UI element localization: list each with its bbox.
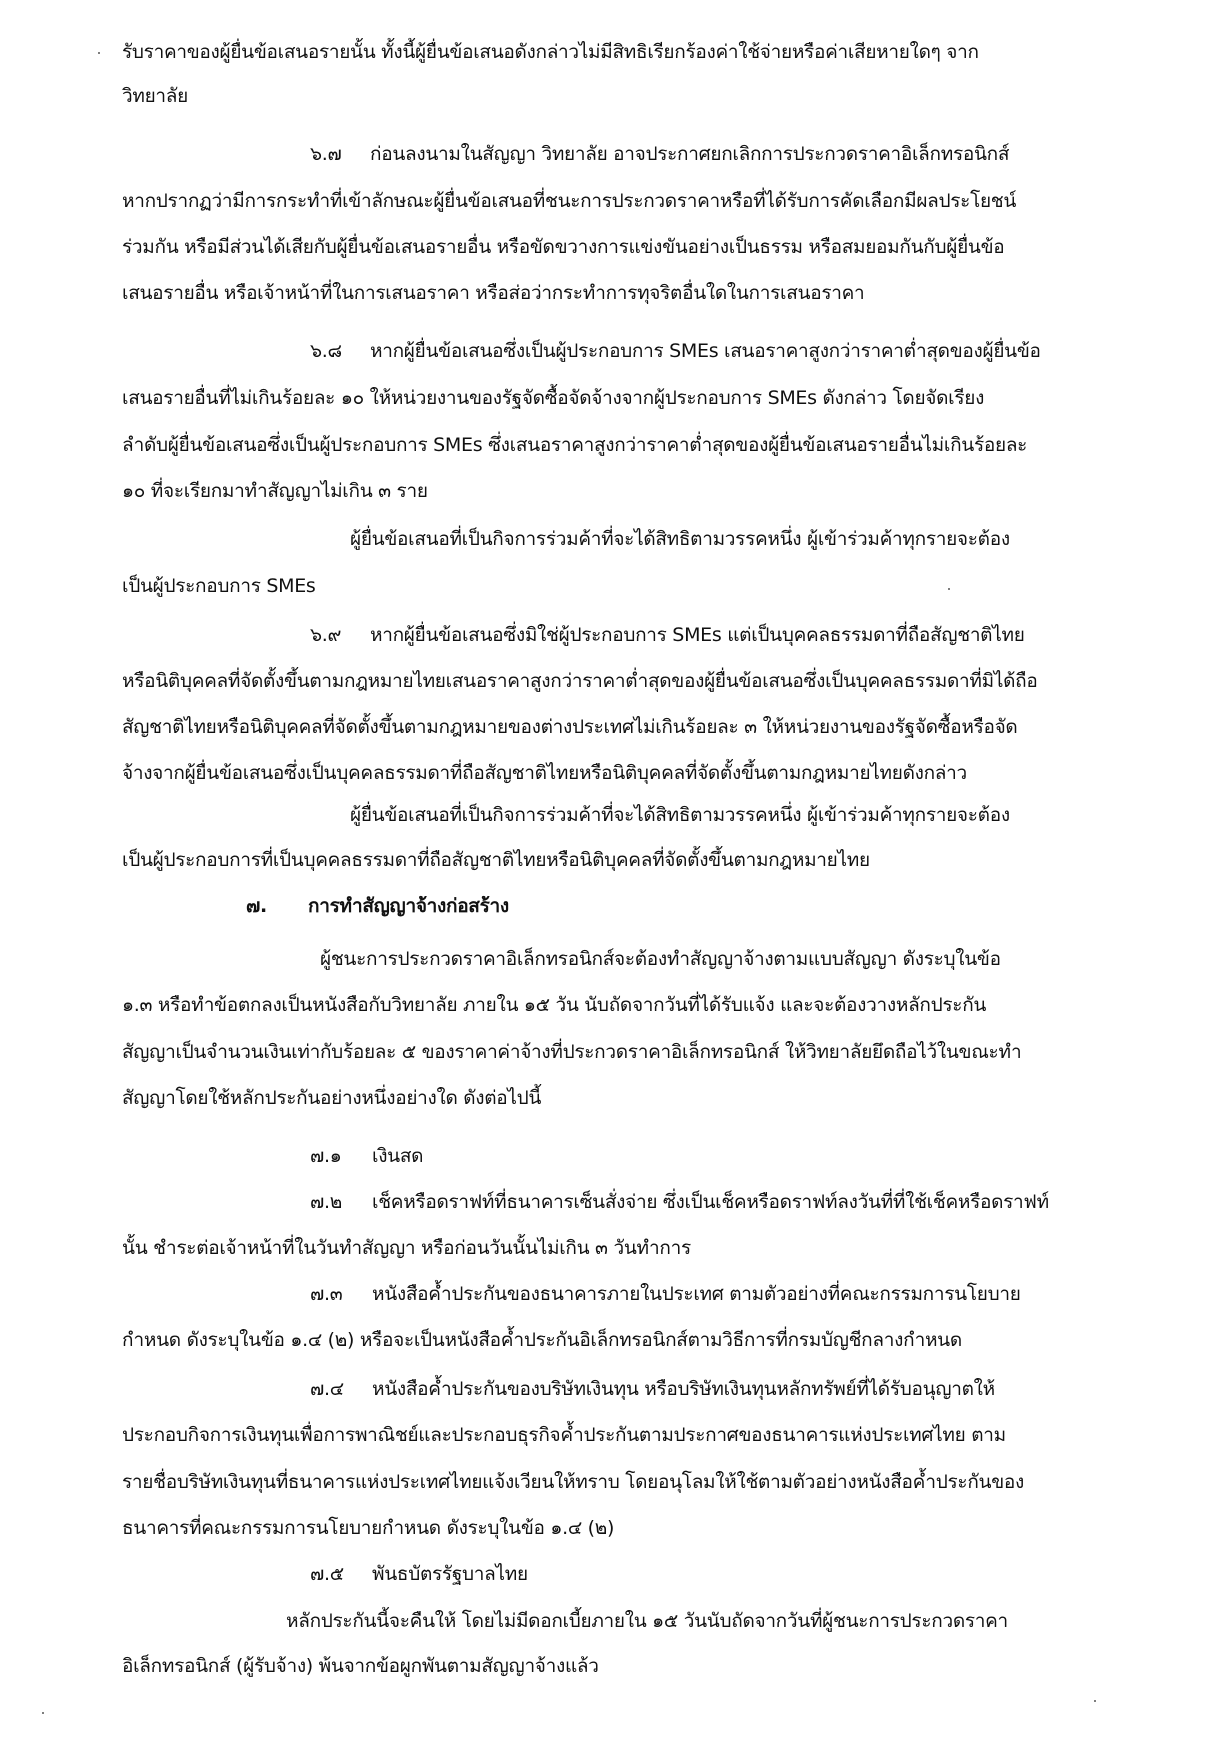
clause-number: ๗.๓: [310, 1283, 343, 1305]
section-7-heading: [246, 892, 1106, 920]
clause-number: ๗.๑: [310, 1145, 342, 1167]
scan-speck: [42, 1712, 44, 1714]
paragraph-line: รายชื่อบริษัทเงินทุนที่ธนาคารแห่งประเทศไทยแจ้งเวียนให้ทราบ โดยอนุโลมให้ใช้ตามตัวอย่างหนังสือค้ำประกันของ: [122, 1471, 1024, 1493]
clause-number: ๗.๒: [310, 1191, 342, 1213]
paragraph-line: สัญญาโดยใช้หลักประกันอย่างหนึ่งอย่างใด ดังต่อไปนี้: [122, 1087, 542, 1109]
clause-7-1: [310, 1142, 1110, 1170]
clause-text: เงินสด: [372, 1145, 424, 1167]
clause-7-4: [310, 1375, 1110, 1403]
clause-text: เช็คหรือดราฟท์ที่ธนาคารเซ็นสั่งจ่าย ซึ่งเป็นเช็คหรือดราฟท์ลงวันที่ที่ใช้เช็คหรือดราฟท์: [372, 1191, 1049, 1213]
paragraph-line: เป็นผู้ประกอบการ SMEs: [122, 575, 316, 597]
paragraph-line: ผู้ยื่นข้อเสนอที่เป็นกิจการร่วมค้าที่จะได้สิทธิตามวรรคหนึ่ง ผู้เข้าร่วมค้าทุกรายจะต้อง: [350, 804, 1010, 826]
clause-number: ๖.๙: [310, 624, 342, 646]
paragraph-line: จ้างจากผู้ยื่นข้อเสนอซึ่งเป็นบุคคลธรรมดาที่ถือสัญชาติไทยหรือนิติบุคคลที่จัดตั้งขึ้นตามกฎหมายไทยดังกล่าว: [122, 762, 967, 784]
clause-number: ๖.๘: [310, 340, 342, 362]
clause-text: พันธบัตรรัฐบาลไทย: [372, 1563, 528, 1585]
paragraph-line: ๑.๓ หรือทำข้อตกลงเป็นหนังสือกับวิทยาลัย ภายใน ๑๕ วัน นับถัดจากวันที่ได้รับแจ้ง และจะต้องวางหลักประกัน: [122, 994, 987, 1016]
section-number: ๗.: [246, 895, 267, 917]
paragraph-line: ผู้ยื่นข้อเสนอที่เป็นกิจการร่วมค้าที่จะได้สิทธิตามวรรคหนึ่ง ผู้เข้าร่วมค้าทุกรายจะต้อง: [350, 528, 1010, 550]
clause-text: ก่อนลงนามในสัญญา วิทยาลัย อาจประกาศยกเลิกการประกวดราคาอิเล็กทรอนิกส์: [370, 143, 1010, 165]
paragraph-line: เป็นผู้ประกอบการที่เป็นบุคคลธรรมดาที่ถือสัญชาติไทยหรือนิติบุคคลที่จัดตั้งขึ้นตามกฎหมายไทย: [122, 849, 870, 871]
paragraph-line: หรือนิติบุคคลที่จัดตั้งขึ้นตามกฎหมายไทยเสนอราคาสูงกว่าราคาต่ำสุดของผู้ยื่นข้อเสนอซึ่งเป็นบุคคลธรรมดาที่มิได้ถือ: [122, 670, 1038, 692]
clause-number: ๗.๔: [310, 1378, 344, 1400]
scan-speck: [98, 52, 100, 54]
clause-text: หนังสือค้ำประกันของบริษัทเงินทุน หรือบริษัทเงินทุนหลักทรัพย์ที่ได้รับอนุญาตให้: [372, 1378, 995, 1400]
clause-7-5: [310, 1560, 1110, 1588]
paragraph-line: สัญญาเป็นจำนวนเงินเท่ากับร้อยละ ๕ ของราคาค่าจ้างที่ประกวดราคาอิเล็กทรอนิกส์ ให้วิทยาลัยยึดถือไว้ในขณะทำ: [122, 1041, 1022, 1063]
paragraph-line: นั้น ชำระต่อเจ้าหน้าที่ในวันทำสัญญา หรือก่อนวันนั้นไม่เกิน ๓ วันทำการ: [122, 1237, 691, 1259]
paragraph-line: ผู้ชนะการประกวดราคาอิเล็กทรอนิกส์จะต้องทำสัญญาจ้างตามแบบสัญญา ดังระบุในข้อ: [320, 948, 1001, 970]
clause-7-3: [310, 1280, 1110, 1308]
paragraph-line: ธนาคารที่คณะกรรมการนโยบายกำหนด ดังระบุในข้อ ๑.๔ (๒): [122, 1517, 615, 1539]
clause-text: หนังสือค้ำประกันของธนาคารภายในประเทศ ตามตัวอย่างที่คณะกรรมการนโยบาย: [372, 1283, 1021, 1305]
paragraph-line: กำหนด ดังระบุในข้อ ๑.๔ (๒) หรือจะเป็นหนังสือค้ำประกันอิเล็กทรอนิกส์ตามวิธีการที่กรมบัญชีกลางกำหนด: [122, 1329, 962, 1351]
clause-text: หากผู้ยื่นข้อเสนอซึ่งมิใช่ผู้ประกอบการ SMEs แต่เป็นบุคคลธรรมดาที่ถือสัญชาติไทย: [370, 624, 1025, 646]
paragraph-line: ๑๐ ที่จะเรียกมาทำสัญญาไม่เกิน ๓ ราย: [122, 480, 428, 502]
section-title: การทำสัญญาจ้างก่อสร้าง: [308, 895, 509, 917]
paragraph-line: ประกอบกิจการเงินทุนเพื่อการพาณิชย์และประกอบธุรกิจค้ำประกันตามประกาศของธนาคารแห่งประเทศไทย ตาม: [122, 1424, 1006, 1446]
clause-6-7: [310, 140, 1110, 168]
paragraph-line: วิทยาลัย: [122, 85, 188, 107]
paragraph-line: ลำดับผู้ยื่นข้อเสนอซึ่งเป็นผู้ประกอบการ SMEs ซึ่งเสนอราคาสูงกว่าราคาต่ำสุดของผู้ยื่นข้อเสนอรายอื่นไม่เกินร้อยละ: [122, 434, 1028, 456]
scan-speck: [948, 588, 950, 590]
paragraph-line: ร่วมกัน หรือมีส่วนได้เสียกับผู้ยื่นข้อเสนอรายอื่น หรือขัดขวางการแข่งขันอย่างเป็นธรรม หรือสมยอมกันกับผู้ยื่นข้อ: [122, 236, 1005, 258]
clause-number: ๖.๗: [310, 143, 342, 165]
paragraph-line: เสนอรายอื่น หรือเจ้าหน้าที่ในการเสนอราคา หรือส่อว่ากระทำการทุจริตอื่นใดในการเสนอราคา: [122, 282, 865, 304]
clause-text: หากผู้ยื่นข้อเสนอซึ่งเป็นผู้ประกอบการ SMEs เสนอราคาสูงกว่าราคาต่ำสุดของผู้ยื่นข้อ: [370, 340, 1041, 362]
clause-number: ๗.๕: [310, 1563, 344, 1585]
paragraph-line: สัญชาติไทยหรือนิติบุคคลที่จัดตั้งขึ้นตามกฎหมายของต่างประเทศไม่เกินร้อยละ ๓ ให้หน่วยงานของรัฐจัดซื้อหรือจัด: [122, 716, 1018, 738]
paragraph-line: เสนอรายอื่นที่ไม่เกินร้อยละ ๑๐ ให้หน่วยงานของรัฐจัดซื้อจัดจ้างจากผู้ประกอบการ SMEs ดังกล่าว โดยจัดเรียง: [122, 387, 985, 409]
clause-6-8: [310, 337, 1110, 365]
paragraph-line: หลักประกันนี้จะคืนให้ โดยไม่มีดอกเบี้ยภายใน ๑๕ วันนับถัดจากวันที่ผู้ชนะการประกวดราคา: [286, 1610, 1008, 1632]
clause-7-2: [310, 1188, 1110, 1216]
paragraph-line: หากปรากฏว่ามีการกระทำที่เข้าลักษณะผู้ยื่นข้อเสนอที่ชนะการประกวดราคาหรือที่ได้รับการคัดเลือกมีผลประโยชน์: [122, 190, 1017, 212]
scan-speck: [1094, 1700, 1096, 1702]
paragraph-line: รับราคาของผู้ยื่นข้อเสนอรายนั้น ทั้งนี้ผู้ยื่นข้อเสนอดังกล่าวไม่มีสิทธิเรียกร้องค่าใช้จ่ายหรือค่าเสียหายใดๆ จาก: [122, 41, 979, 63]
paragraph-line: อิเล็กทรอนิกส์ (ผู้รับจ้าง) พ้นจากข้อผูกพันตามสัญญาจ้างแล้ว: [122, 1655, 599, 1677]
clause-6-9: [310, 621, 1110, 649]
